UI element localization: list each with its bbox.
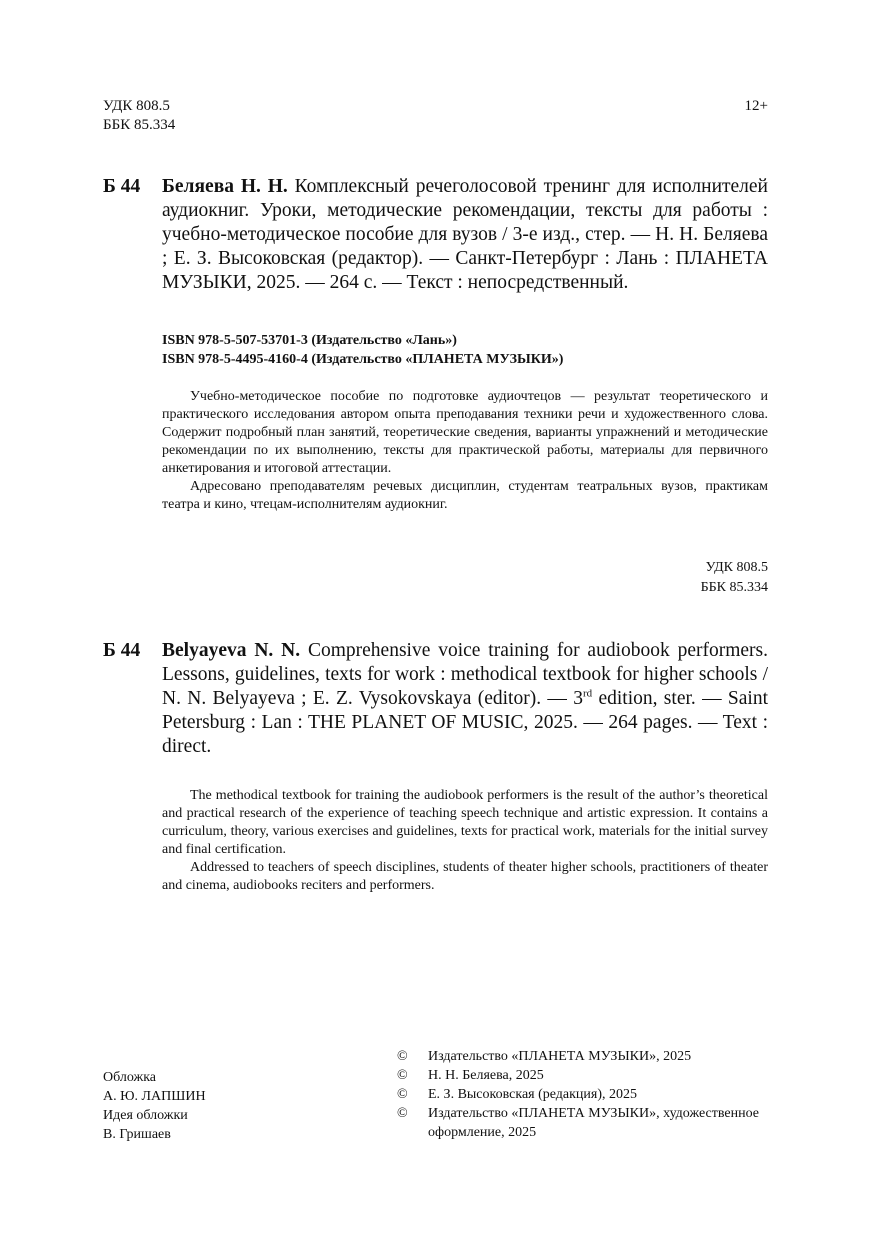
copyright-line: © Издательство «ПЛАНЕТА МУЗЫКИ», художественное оформление, 2025 [397, 1106, 759, 1140]
cover-idea-author: В. Гришаев [103, 1127, 171, 1142]
bbk-code: ББК 85.334 [103, 117, 176, 133]
entry-description: Комплексный речеголосовой тренинг для исполнителей аудиокниг. Уроки, методические рекомендации, тексты для работы : учебно-методическое пособие для вузов / 3-е изд., стер. — Н. Н. Беляева ; Е. З. Высоковская (редактор). — Санкт-Петербург : Лань : ПЛАНЕТА МУЗЫКИ, 2025. — 264 с. — Текст : непосредственный. [162, 176, 768, 293]
author-mark: Б 44 [103, 176, 141, 197]
copyright-line: © Н. Н. Беляева, 2025 [397, 1068, 544, 1083]
audience-paragraph: Addressed to teachers of speech disciplines, students of theater higher schools, practitioners of theater and cinema, audiobooks reciters and performers. [162, 860, 768, 893]
abstract-en [162, 787, 768, 895]
bibliographic-entry-en [103, 639, 768, 759]
entry-description: Comprehensive voice training for audiobook performers. Lessons, guidelines, texts for work : methodical textbook for higher schools / N. N. Belyayeva ; E. Z. Vysokovskaya (editor). — 3rd edition, ster. — Saint Petersburg : Lan : THE PLANET OF MUSIC, 2025. — 264 pages. — Text : direct. [162, 640, 769, 757]
cover-idea-label: Идея обложки [103, 1108, 188, 1123]
cover-credits [103, 1068, 206, 1144]
cover-designer: А. Ю. ЛАПШИН [103, 1089, 206, 1104]
ordinal-suffix: rd [582, 687, 593, 700]
udk-code: УДК 808.5 [705, 560, 768, 575]
cover-label: Обложка [103, 1070, 156, 1085]
copyright-icon: © [397, 1087, 408, 1102]
author-name: Беляева Н. Н. [162, 176, 288, 197]
abstract-paragraph: Учебно-методическое пособие по подготовке аудиочтецов — результат теоретического и практического исследования автором опыта преподавания техники речи и художественного слова. Содержит подробный план занятий, теоретические сведения, варианты упражнений и методические рекомендации по их выполнению, тексты для практической работы, материалы для первичного анкетирования и итоговой аттестации. [162, 389, 768, 476]
age-rating: 12+ [744, 98, 768, 114]
copyright-icon: © [397, 1068, 408, 1083]
bbk-code: ББК 85.334 [700, 580, 768, 595]
abstract-ru [162, 388, 768, 514]
copyright-icon: © [397, 1049, 408, 1064]
author-name: Belyayeva N. N. [162, 640, 301, 661]
isbn-block [162, 331, 563, 369]
copyright-line: © Е. З. Высоковская (редакция), 2025 [397, 1087, 638, 1102]
author-mark: Б 44 [103, 640, 141, 661]
copyright-block [397, 1047, 777, 1142]
copyright-icon: © [397, 1106, 408, 1121]
classification-block [620, 558, 768, 598]
bibliographic-entry-ru [103, 175, 768, 295]
udk-code: УДК 808.5 [103, 98, 170, 114]
isbn-lan: ISBN 978-5-507-53701-3 (Издательство «Лань») [162, 333, 457, 348]
udk-bbk-header [103, 97, 175, 135]
abstract-paragraph: The methodical textbook for training the audiobook performers is the result of the author’s theoretical and practical research of the experience of teaching speech technique and artistic expression. It contains a curriculum, theory, various exercises and guidelines, texts for practical work, materials for the initial survey and final certification. [162, 788, 768, 857]
isbn-planeta: ISBN 978-5-4495-4160-4 (Издательство «ПЛАНЕТА МУЗЫКИ») [162, 352, 564, 367]
copyright-line: © Издательство «ПЛАНЕТА МУЗЫКИ», 2025 [397, 1049, 692, 1064]
audience-paragraph: Адресовано преподавателям речевых дисциплин, студентам театральных вузов, практикам театра и кино, чтецам-исполнителям аудиокниг. [162, 479, 768, 512]
